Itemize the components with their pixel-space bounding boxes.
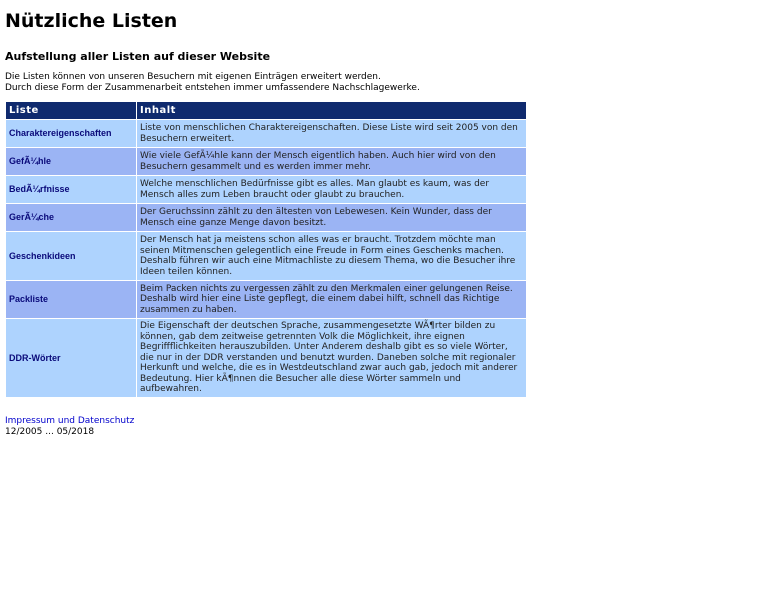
table-row	[6, 176, 526, 203]
list-link-packliste[interactable]: Packliste	[9, 294, 49, 305]
list-link-geschenkideen[interactable]: Geschenkideen	[9, 250, 76, 261]
list-link-charaktereigenschaften[interactable]: Charaktereigenschaften	[9, 128, 112, 139]
page-title: Nützliche Listen	[5, 10, 178, 32]
date-range: 12/2005 ... 05/2018	[5, 426, 95, 437]
table-row	[6, 319, 526, 397]
list-link-gerueche[interactable]: GerÃ¼che	[9, 212, 55, 223]
intro-line-1: Die Listen können von unseren Besuchern mit eigenen Einträgen erweitert werden.	[5, 72, 381, 82]
list-description: Beim Packen nichts zu vergessen zählt zu den Merkmalen einer gelungenen Reise. Deshalb wird hier eine Liste gepflegt, die einem dabei hilft, schnell das Richtige zusammen zu haben.	[137, 281, 526, 318]
column-header-content: Inhalt	[137, 102, 526, 119]
table-header-row	[6, 102, 526, 119]
list-description: Der Mensch hat ja meistens schon alles was er braucht. Trotzdem möchte man seinen Mitmenschen gelegentlich eine Freude in Form eines Geschenks machen. Deshalb führen wir auch eine Mitmachliste zu diesem Thema, wo die Besucher ihre Ideen teilen können.	[137, 232, 526, 280]
impressum-link[interactable]: Impressum und Datenschutz	[5, 415, 135, 426]
table-row	[6, 120, 526, 147]
table-row	[6, 204, 526, 231]
list-link-beduerfnisse[interactable]: BedÃ¼rfnisse	[9, 184, 70, 195]
lists-table	[5, 101, 527, 398]
page-subtitle: Aufstellung aller Listen auf dieser Website	[5, 50, 271, 63]
column-header-list: Liste	[6, 102, 136, 119]
list-description: Der Geruchssinn zählt zu den ältesten von Lebewesen. Kein Wunder, dass der Mensch eine ganze Menge davon besitzt.	[137, 204, 526, 231]
page	[5, 0, 755, 438]
table-row	[6, 232, 526, 280]
list-link-gefuehle[interactable]: GefÃ¼hle	[9, 156, 52, 167]
table-row	[6, 281, 526, 318]
intro-line-2: Durch diese Form der Zusammenarbeit entstehen immer umfassendere Nachschlagewerke.	[5, 83, 420, 93]
list-description: Welche menschlichen Bedürfnisse gibt es alles. Man glaubt es kaum, was der Mensch alles zum Leben braucht oder glaubt zu brauchen.	[137, 176, 526, 203]
list-description: Die Eigenschaft der deutschen Sprache, zusammengesetzte WÃ¶rter bilden zu können, gab dem zeitweise getrennten Volk die Möglichkeit, ihre eignen Begriffflichkeiten herauszubilden. Unter Anderem deshalb gibt es so viele Wörter, die nur in der DDR verstanden und benutzt wurden. Daneben solche mit regionaler Herkunft und welche, die es in Westdeutschland zwar auch gab, jedoch mit anderer Bedeutung. Hier kÃ¶nnen die Besucher alle diese Wörter sammeln und aufbewahren.	[137, 319, 526, 397]
list-description: Liste von menschlichen Charaktereigenschaften. Diese Liste wird seit 2005 von den Besuchern erweitert.	[137, 120, 526, 147]
list-description: Wie viele GefÃ¼hle kann der Mensch eigentlich haben. Auch hier wird von den Besuchern gesammelt und es werden immer mehr.	[137, 148, 526, 175]
intro-text	[5, 72, 755, 94]
list-link-ddr-woerter[interactable]: DDR-Wörter	[9, 352, 61, 363]
table-row	[6, 148, 526, 175]
footer	[5, 416, 755, 438]
